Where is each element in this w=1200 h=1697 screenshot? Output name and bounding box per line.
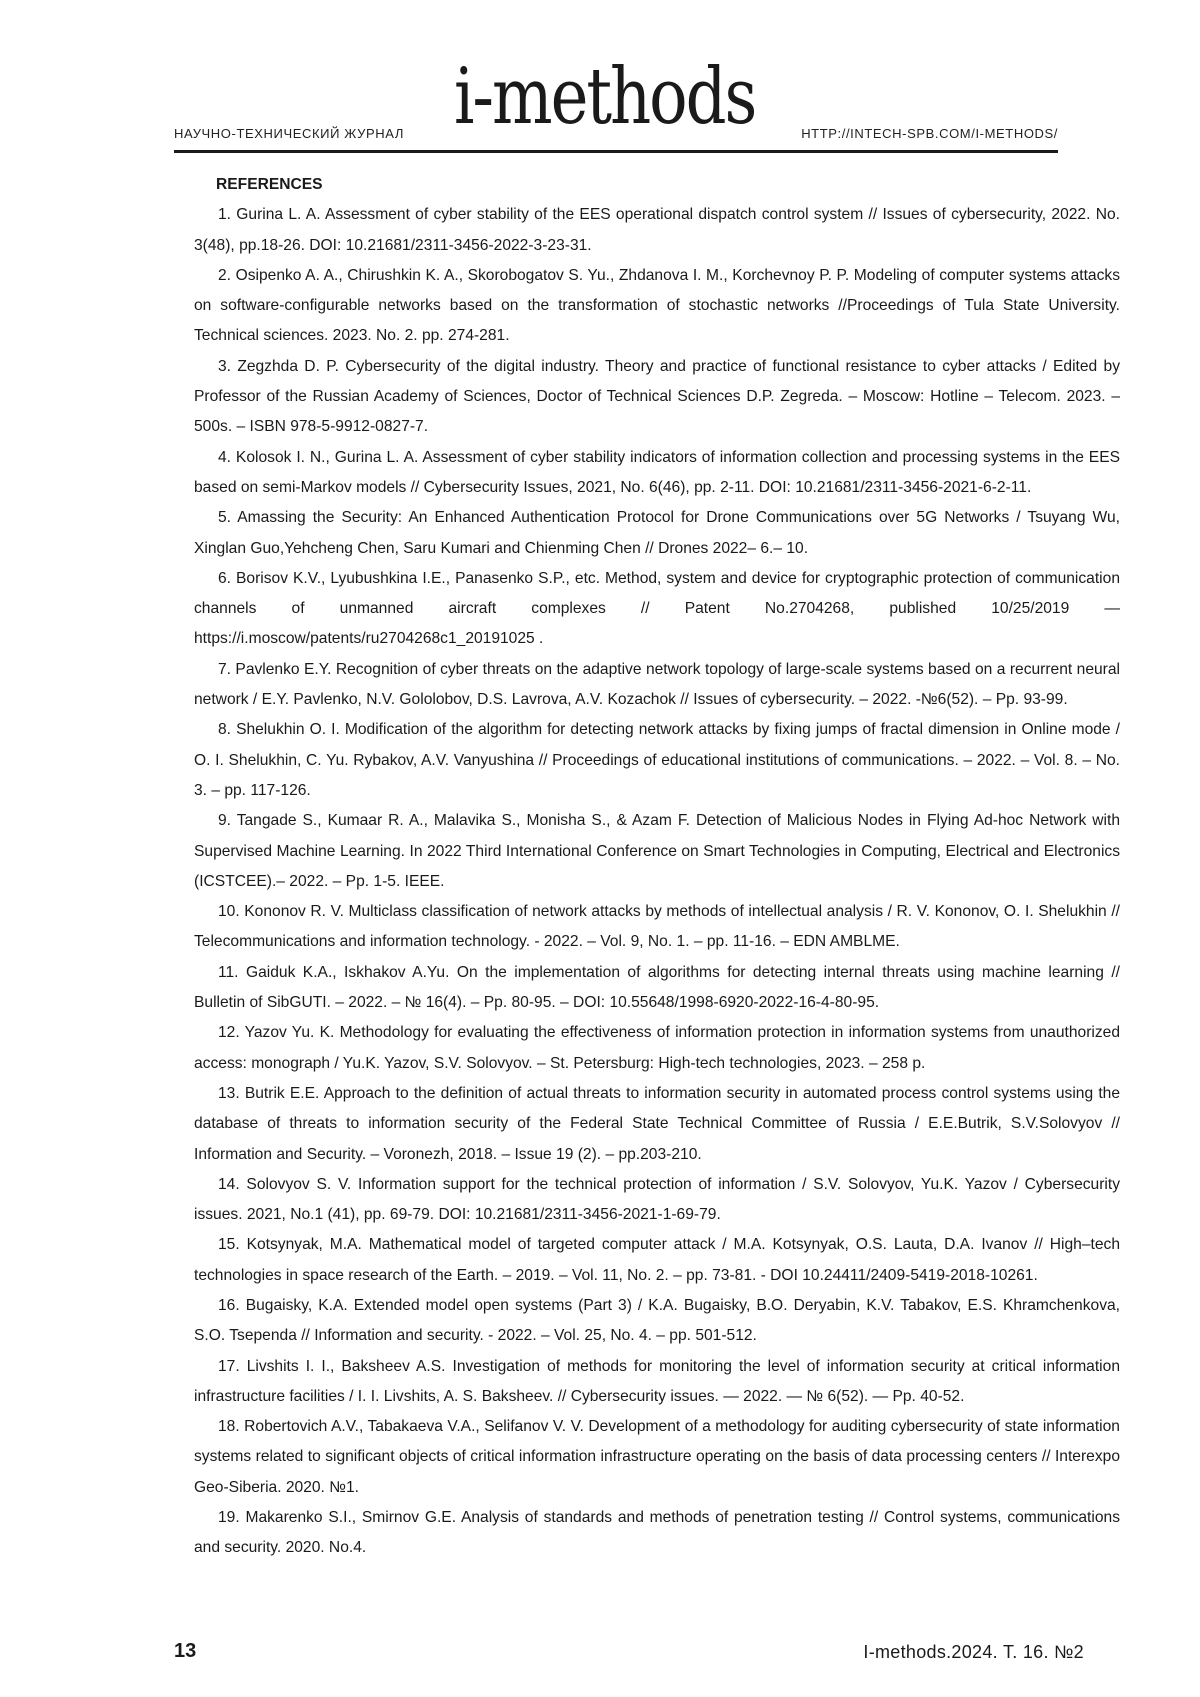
reference-item: 8. Shelukhin O. I. Modification of the algorithm for detecting network attacks by fixing jumps of fractal dimension in Online mode / O. I. Shelukhin, C. Yu. Rybakov, A.V. Vanyushina // Proceedings of educational institutions of communications. – 2022. – Vol. 8. – No. 3. – pp. 117-126. (194, 721, 1120, 799)
header-rule (174, 150, 1058, 153)
journal-subtitle: НАУЧНО-ТЕХНИЧЕСКИЙ ЖУРНАЛ (174, 126, 404, 141)
reference-item: 2. Osipenko A. A., Chirushkin K. A., Skorobogatov S. Yu., Zhdanova I. M., Korchevnoy P. P. Modeling of computer systems attacks on software-configurable networks based on the transformation of stochastic networks //Proceedings of Tula State University. Technical sciences. 2023. No. 2. pp. 274-281. (194, 266, 1120, 345)
reference-item: 14. Solovyov S. V. Information support for the technical protection of information / S.V. Solovyov, Yu.K. Yazov / Cybersecurity issues. 2021, No.1 (41), pp. 69-79. DOI: 10.21681/2311-3456-2021-1-69-79. (194, 1175, 1120, 1224)
reference-item: 16. Bugaisky, K.A. Extended model open systems (Part 3) / K.A. Bugaisky, B.O. Deryabin, K.V. Tabakov, E.S. Khramchenkova, S.O. Tsependa // Information and security. - 2022. – Vol. 25, No. 4. – pp. 501-512. (194, 1296, 1120, 1345)
reference-item: 18. Robertovich A.V., Tabakaeva V.A., Selifanov V. V. Development of a methodology for auditing cybersecurity of state information systems related to significant objects of critical information infrastructure operating on the basis of data processing centers // Interexpo Geo-Siberia. 2020. №1. (194, 1418, 1120, 1496)
reference-item: 10. Kononov R. V. Multiclass classification of network attacks by methods of intellectual analysis / R. V. Kononov, O. I. Shelukhin // Telecommunications and information technology. - 2022. – Vol. 9, No. 1. – pp. 11-16. – EDN AMBLME. (194, 903, 1120, 951)
page-header (174, 52, 1058, 156)
reference-item: 3. Zegzhda D. P. Cybersecurity of the digital industry. Theory and practice of functional resistance to cyber attacks / Edited by Professor of the Russian Academy of Sciences, Doctor of Technical Sciences D.P. Zegreda. – Moscow: Hotline – Telecom. 2023. – 500s. – ISBN 978-5-9912-0827-7. (194, 357, 1120, 436)
reference-item: 17. Livshits I. I., Baksheev A.S. Investigation of methods for monitoring the level of information security at critical information infrastructure facilities / I. I. Livshits, A. S. Baksheev. // Cybersecurity issues. — 2022. — № 6(52). — Pp. 40-52. (194, 1357, 1120, 1405)
page-number: 13 (174, 1640, 197, 1662)
journal-logo: i-methods (454, 52, 756, 142)
journal-url: HTTP://INTECH-SPB.COM/I-METHODS/ (801, 126, 1058, 141)
reference-item: 19. Makarenko S.I., Smirnov G.E. Analysis of standards and methods of penetration testing // Control systems, communications and security. 2020. No.4. (194, 1509, 1120, 1557)
reference-item: 7. Pavlenko E.Y. Recognition of cyber threats on the adaptive network topology of large-scale systems based on a recurrent neural network / E.Y. Pavlenko, N.V. Gololobov, D.S. Lavrova, A.V. Kozachok // Issues of cybersecurity. – 2022. -№6(52). – Pp. 93-99. (194, 660, 1120, 709)
reference-item: 5. Amassing the Security: An Enhanced Authentication Protocol for Drone Communications over 5G Networks / Tsuyang Wu, Xinglan Guo,Yehcheng Chen, Saru Kumari and Chienming Chen // Drones 2022– 6.– 10. (194, 509, 1120, 557)
reference-item: 15. Kotsynyak, M.A. Mathematical model of targeted computer attack / M.A. Kotsynyak, O.S. Lauta, D.A. Ivanov // High–tech technologies in space research of the Earth. – 2019. – Vol. 11, No. 2. – pp. 73-81. - DOI 10.24411/2409-5419-2018-10261. (194, 1236, 1120, 1284)
references-title: REFERENCES (216, 176, 323, 193)
references-section (194, 170, 1120, 1564)
reference-item: 6. Borisov K.V., Lyubushkina I.E., Panasenko S.P., etc. Method, system and device for cryptographic protection of communication channels of unmanned aircraft complexes // Patent No.2704268, published 10/25/2019 — https://i.moscow/patents/ru2704268c1_20191025 . (194, 569, 1120, 648)
reference-item: 1. Gurina L. A. Assessment of cyber stability of the EES operational dispatch control system // Issues of cybersecurity, 2022. No. 3(48), pp.18-26. DOI: 10.21681/2311-3456-2022-3-23-31. (194, 206, 1120, 254)
reference-item: 13. Butrik E.E. Approach to the definition of actual threats to information security in automated process control systems using the database of threats to information security of the Federal State Technical Committee of Russia / E.E.Butrik, S.V.Solovyov // Information and Security. – Voronezh, 2018. – Issue 19 (2). – pp.203-210. (194, 1084, 1120, 1163)
reference-item: 4. Kolosok I. N., Gurina L. A. Assessment of cyber stability indicators of information collection and processing systems in the EES based on semi-Markov models // Cybersecurity Issues, 2021, No. 6(46), pp. 2-11. DOI: 10.21681/2311-3456-2021-6-2-11. (194, 448, 1120, 496)
reference-item: 12. Yazov Yu. K. Methodology for evaluating the effectiveness of information protection in information systems from unauthorized access: monograph / Yu.K. Yazov, S.V. Solovyov. – St. Petersburg: High-tech technologies, 2023. – 258 p. (194, 1024, 1120, 1072)
reference-item: 9. Tangade S., Kumaar R. A., Malavika S., Monisha S., & Azam F. Detection of Malicious Nodes in Flying Ad-hoc Network with Supervised Machine Learning. In 2022 Third International Conference on Smart Technologies in Computing, Electrical and Electronics (ICSTCEE).– 2022. – Pp. 1-5. IEEE. (194, 812, 1120, 890)
reference-item: 11. Gaiduk K.A., Iskhakov A.Yu. On the implementation of algorithms for detecting internal threats using machine learning // Bulletin of SibGUTI. – 2022. – № 16(4). – Pp. 80-95. – DOI: 10.55648/1998-6920-2022-16-4-80-95. (194, 963, 1120, 1012)
footer-journal-citation: I-methods.2024. T. 16. №2 (863, 1642, 1084, 1662)
